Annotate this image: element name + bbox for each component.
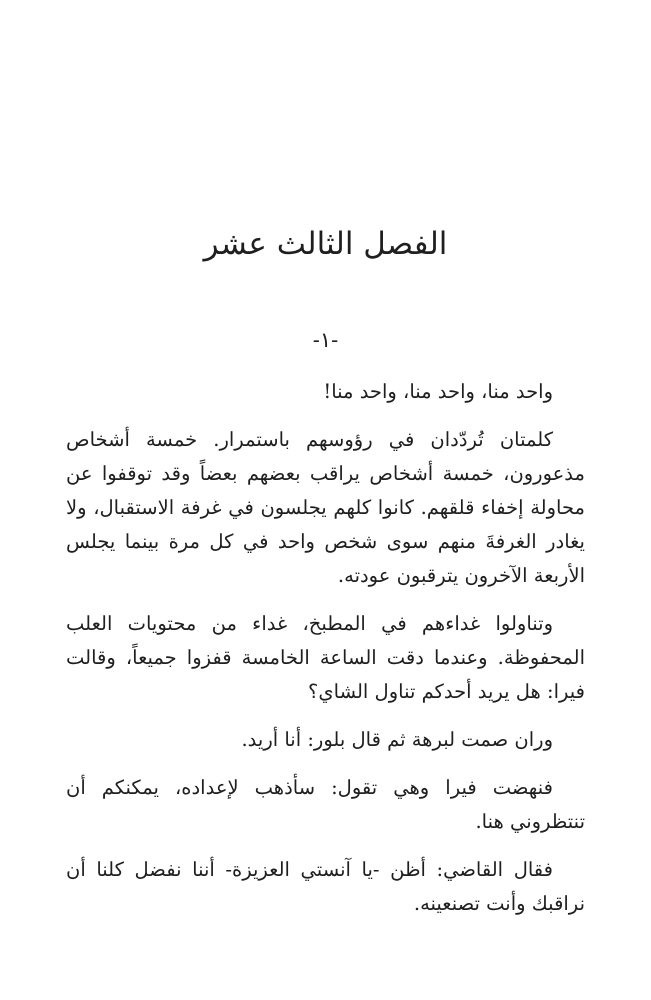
paragraph: فقال القاضي: أظن -يا آنستي العزيزة- أننا نفضل كلنا أن نراقبك وأنت تصنعينه. (66, 858, 585, 915)
paragraph: وتناولوا غداءهم في المطبخ، غداء من محتويات العلب المحفوظة. وعندما دقت الساعة الخامسة قفزوا جميعاً، وقالت فيرا: هل يريد أحدكم تناول الشاي؟ (66, 612, 585, 703)
paragraph: وران صمت لبرهة ثم قال بلور: أنا أريد. (241, 728, 553, 751)
paragraph: واحد منا، واحد منا، واحد منا! (323, 380, 553, 403)
chapter-title: الفصل الثالث عشر (203, 226, 448, 262)
paragraph: فنهضت فيرا وهي تقول: سأذهب لإعداده، يمكنكم أن تنتظروني هنا. (66, 776, 585, 833)
section-marker: -١- (312, 328, 339, 352)
paragraph: كلمتان تُردّدان في رؤوسهم باستمرار. خمسة أشخاص مذعورون، خمسة أشخاص يراقب بعضهم بعضاً وقد توقفوا عن محاولة إخفاء قلقهم. كانوا كلهم يجلسون في غرفة الاستقبال، ولا يغادر الغرفةَ منهم سوى شخص واحد في كل مرة بينما يجلس الأربعة الآخرون يترقبون عودته. (66, 428, 585, 587)
body-text (66, 375, 585, 935)
